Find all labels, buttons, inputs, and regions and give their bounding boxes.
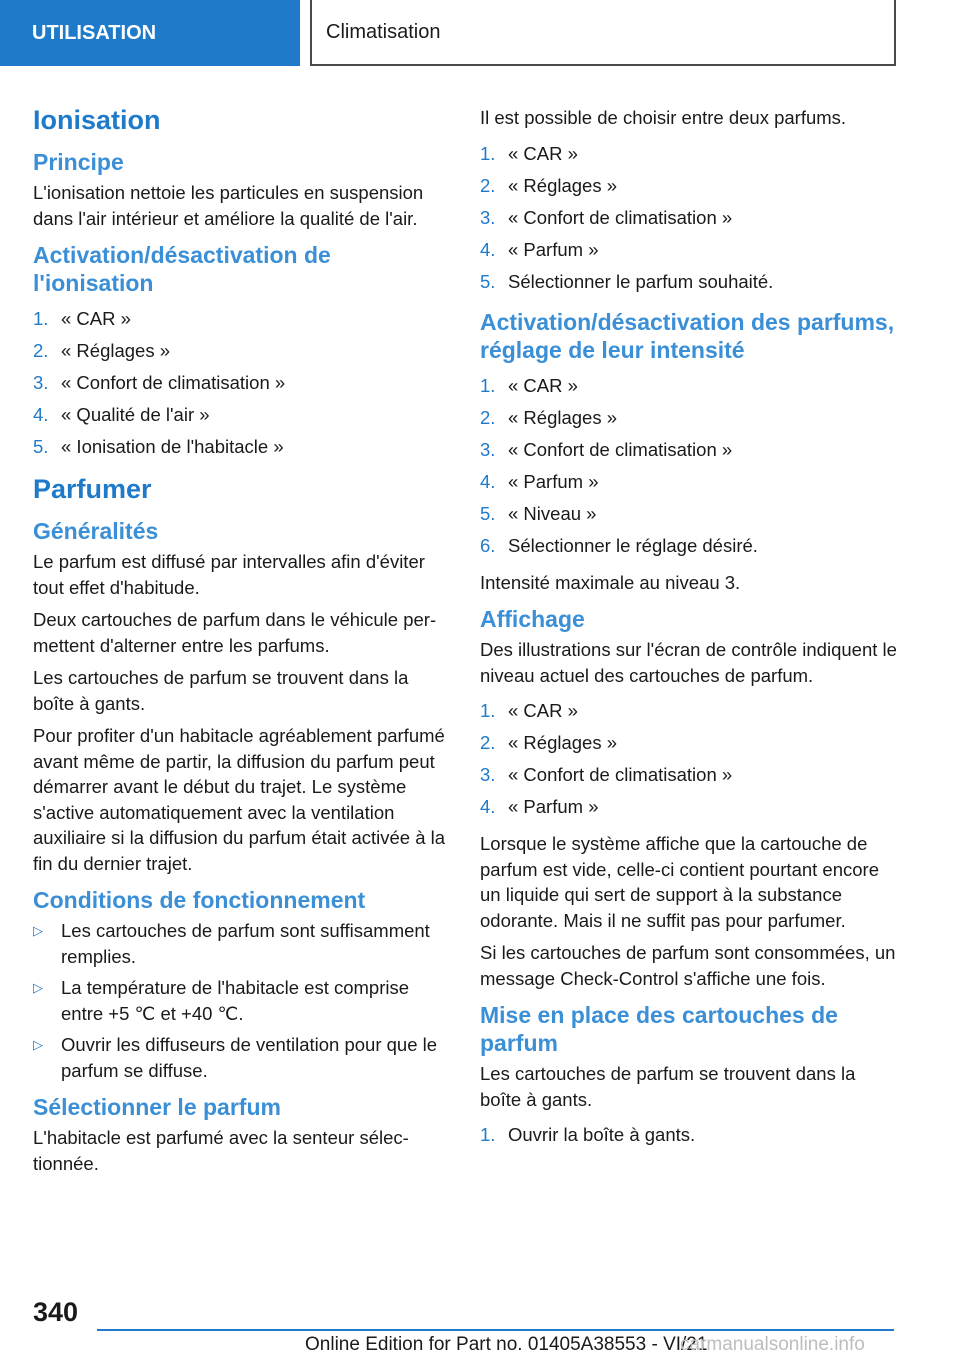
step-number: 2.	[480, 732, 496, 753]
step-item	[480, 466, 898, 498]
paragraph-intensite: Intensité maximale au niveau 3.	[480, 571, 741, 593]
step-text: « Confort de climatisation »	[508, 438, 733, 460]
steps-affichage	[480, 695, 898, 823]
triangle-bullet-icon: ▷	[33, 1037, 43, 1052]
paragraph-generalites-1: Le parfum est diffusé par intervalles afin d'éviter tout effet d'habitude.	[33, 551, 425, 598]
step-number: 4.	[480, 238, 496, 260]
step-text: « Confort de climatisation »	[508, 206, 733, 228]
step-item	[480, 266, 898, 298]
bullet-item	[33, 918, 447, 969]
paragraph-generalites-4: Pour profiter d'un habitacle agréablement parfumé avant même de partir, la diffusion du parfum peut démarrer avant le début du trajet. Le système s'active automatiquement avec la ventilation auxiliaire si la diffusion du parfum était activée à la fin du dernier trajet.	[33, 725, 446, 874]
step-number: 1.	[480, 1124, 496, 1145]
step-text: « CAR »	[61, 308, 131, 329]
page-number: 340	[33, 1297, 79, 1327]
paragraph-affichage-3: Si les cartouches de parfum sont consommées, un message Check-Control s'affiche une fois.	[480, 942, 896, 989]
step-item	[33, 303, 447, 335]
step-text: « Réglages »	[508, 406, 618, 428]
step-item	[480, 727, 898, 759]
step-item	[33, 367, 447, 399]
step-number: 6.	[480, 534, 496, 556]
step-text: « CAR »	[508, 700, 578, 721]
step-text: « Parfum »	[508, 470, 599, 492]
step-number: 3.	[480, 764, 496, 785]
step-item	[480, 170, 898, 202]
step-item	[480, 759, 898, 791]
step-item	[480, 530, 898, 562]
steps-choix-parfum	[480, 138, 898, 298]
step-number: 1.	[480, 142, 496, 164]
step-item	[480, 1119, 898, 1151]
step-text: « Niveau »	[508, 502, 597, 524]
step-number: 3.	[480, 438, 496, 460]
step-number: 2.	[33, 340, 49, 361]
heading-ionisation: Ionisation	[33, 105, 161, 135]
bullet-item	[33, 1032, 447, 1083]
footer-edition: Online Edition for Part no. 01405A38553 - VI/21	[305, 1334, 708, 1355]
step-item	[33, 335, 447, 367]
step-number: 5.	[33, 436, 49, 457]
step-text: « Confort de climatisation »	[61, 372, 286, 393]
bullet-text: Les cartouches de parfum sont suffisamment remplies.	[61, 920, 430, 967]
heading-mise-en-place: Mise en place des cartouches de parfum	[480, 1002, 838, 1056]
step-text: « Qualité de l'air »	[61, 404, 210, 425]
triangle-bullet-icon: ▷	[33, 923, 43, 938]
step-item	[33, 399, 447, 431]
step-number: 4.	[480, 796, 496, 817]
footer-divider	[97, 1329, 894, 1331]
bullet-item	[33, 975, 447, 1026]
step-text: « CAR »	[508, 374, 578, 396]
step-text: Sélectionner le réglage désiré.	[508, 534, 758, 556]
step-item	[480, 695, 898, 727]
step-number: 3.	[480, 206, 496, 228]
heading-affichage: Affichage	[480, 606, 585, 632]
paragraph-selectionner: L'habitacle est parfumé avec la senteur sélectionnée.	[33, 1127, 409, 1174]
steps-mise-en-place	[480, 1119, 898, 1151]
step-text: « Confort de climatisation »	[508, 764, 733, 785]
heading-activation-parfums: Activation/désactivation des parfums, réglage de leur intensité	[480, 308, 895, 363]
step-number: 3.	[33, 372, 49, 393]
paragraph-mise-en-place: Les cartouches de parfum se trouvent dans la boîte à gants.	[480, 1063, 856, 1110]
step-number: 5.	[480, 502, 496, 524]
step-number: 4.	[480, 470, 496, 492]
step-item	[480, 234, 898, 266]
step-number: 1.	[33, 308, 49, 329]
steps-ionisation	[33, 303, 447, 463]
step-number: 1.	[480, 374, 496, 396]
step-item	[480, 402, 898, 434]
step-number: 5.	[480, 270, 496, 292]
heading-conditions: Conditions de fonctionnement	[33, 887, 366, 913]
section-title: Climatisation	[310, 0, 896, 66]
heading-principe: Principe	[33, 149, 124, 175]
chapter-tab: UTILISATION	[0, 0, 300, 66]
step-number: 4.	[33, 404, 49, 425]
step-text: « Ionisation de l'habitacle »	[61, 436, 284, 457]
step-text: « Réglages »	[508, 732, 618, 753]
bullet-text: La température de l'habitacle est comprise entre +5 ℃ et +40 ℃.	[61, 977, 410, 1024]
paragraph-intro-parfums: Il est possible de choisir entre deux parfums.	[480, 107, 847, 128]
step-text: « CAR »	[508, 142, 578, 164]
conditions-list	[33, 918, 447, 1083]
step-text: Sélectionner le parfum souhaité.	[508, 270, 774, 292]
paragraph-affichage: Des illustrations sur l'écran de contrôle indiquent le niveau actuel des cartouches de parfum.	[480, 639, 897, 686]
heading-activation-ionisation: Activation/désactivation de l'ionisation	[33, 242, 331, 296]
step-text: Ouvrir la boîte à gants.	[508, 1124, 696, 1145]
steps-intensite	[480, 370, 898, 562]
left-column	[33, 100, 447, 1183]
step-text: « Parfum »	[508, 238, 599, 260]
paragraph-generalites-3: Les cartouches de parfum se trouvent dans la boîte à gants.	[33, 667, 409, 714]
heading-generalites: Généralités	[33, 518, 159, 544]
heading-parfumer: Parfumer	[33, 474, 152, 504]
right-column	[480, 100, 898, 1159]
paragraph-affichage-2: Lorsque le système affiche que la cartouche de parfum est vide, celle-ci contient pourtant encore un liquide qui sert de support à la substance odorante. Mais il ne suffit pas pour parfumer.	[480, 833, 879, 931]
step-item	[33, 431, 447, 463]
step-text: « Parfum »	[508, 796, 599, 817]
footer-watermark: carmanualsonline.info	[680, 1334, 865, 1355]
step-text: « Réglages »	[61, 340, 171, 361]
step-number: 1.	[480, 700, 496, 721]
step-text: « Réglages »	[508, 174, 618, 196]
step-item	[480, 498, 898, 530]
triangle-bullet-icon: ▷	[33, 980, 43, 995]
step-item	[480, 138, 898, 170]
step-item	[480, 370, 898, 402]
heading-selectionner: Sélectionner le parfum	[33, 1094, 281, 1120]
step-number: 2.	[480, 174, 496, 196]
bullet-text: Ouvrir les diffuseurs de ventilation pour que le parfum se diffuse.	[61, 1034, 438, 1081]
step-item	[480, 791, 898, 823]
paragraph-principe: L'ionisation nettoie les particules en suspension dans l'air intérieur et améliore la qualité de l'air.	[33, 182, 424, 229]
paragraph-generalites-2: Deux cartouches de parfum dans le véhicule permettent d'alterner entre les parfums.	[33, 609, 437, 656]
step-item	[480, 202, 898, 234]
step-number: 2.	[480, 406, 496, 428]
step-item	[480, 434, 898, 466]
